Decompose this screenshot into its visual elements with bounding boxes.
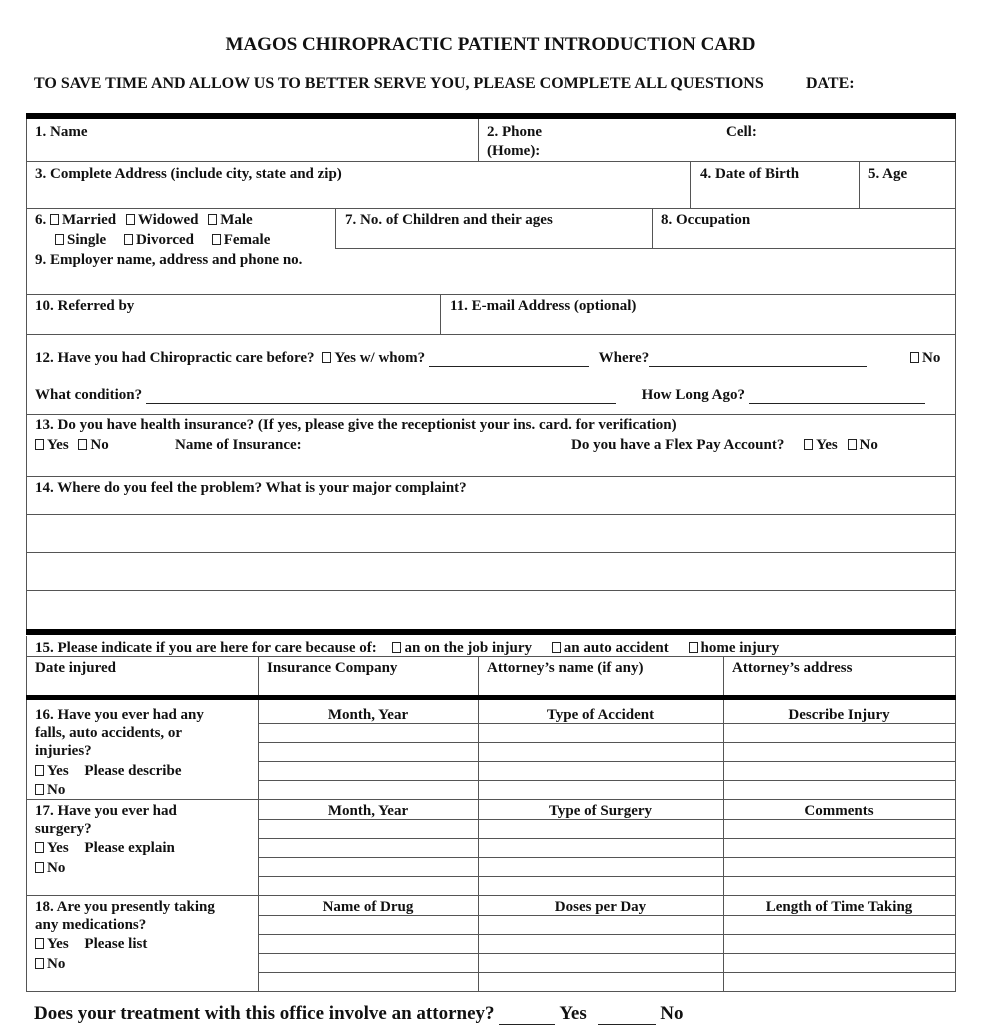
q16-describe-label: Please describe bbox=[84, 763, 182, 779]
divorced-checkbox[interactable] bbox=[124, 234, 133, 245]
employer-label: 9. Employer name, address and phone no. bbox=[35, 252, 303, 268]
q12-no-group bbox=[910, 349, 940, 367]
q16-yes-label: Yes bbox=[47, 763, 69, 779]
home-injury-checkbox[interactable] bbox=[689, 642, 698, 653]
q18-no-checkbox[interactable] bbox=[35, 958, 44, 969]
flex-no-label: No bbox=[859, 437, 878, 453]
divider bbox=[690, 161, 691, 208]
table-row-line bbox=[258, 953, 956, 954]
table-row-line bbox=[26, 895, 956, 896]
q12-question: 12. Have you had Chiropractic care before? bbox=[35, 350, 315, 366]
q16-col-month: Month, Year bbox=[327, 707, 409, 723]
complaint-line[interactable] bbox=[26, 590, 956, 591]
q18-col-drug: Name of Drug bbox=[322, 899, 414, 915]
auto-accident-label: an auto accident bbox=[563, 640, 669, 656]
q18-yes-group bbox=[35, 935, 147, 953]
phone-label: 2. Phone bbox=[487, 124, 543, 140]
male-label: Male bbox=[220, 212, 253, 228]
flex-pay-group bbox=[571, 436, 878, 454]
row-line bbox=[26, 294, 956, 295]
q17-col-month: Month, Year bbox=[327, 803, 409, 819]
form-right-border-2 bbox=[955, 636, 956, 992]
table-row-line bbox=[26, 799, 956, 800]
married-checkbox[interactable] bbox=[50, 214, 59, 225]
q16-no-checkbox[interactable] bbox=[35, 784, 44, 795]
table-col-divider bbox=[478, 700, 479, 992]
female-label: Female bbox=[223, 232, 271, 248]
q12-how-long-blank[interactable] bbox=[749, 389, 925, 404]
q12-yes-checkbox[interactable] bbox=[322, 352, 331, 363]
marital-status-group bbox=[35, 211, 253, 229]
attorney-no-label: No bbox=[660, 1003, 684, 1024]
q12-no-checkbox[interactable] bbox=[910, 352, 919, 363]
divider bbox=[440, 294, 441, 334]
q17-line-2: surgery? bbox=[35, 821, 92, 837]
age-label: 5. Age bbox=[868, 166, 908, 182]
flex-no-checkbox[interactable] bbox=[848, 439, 857, 450]
mid-thick-rule bbox=[26, 629, 956, 635]
attorney-name-label: Attorney’s name (if any) bbox=[487, 660, 644, 676]
children-label: 7. No. of Children and their ages bbox=[345, 212, 553, 228]
q17-yes-label: Yes bbox=[47, 840, 69, 856]
form-title: MAGOS CHIROPRACTIC PATIENT INTRODUCTION CARD bbox=[225, 34, 756, 55]
q12-how-long-label: How Long Ago? bbox=[641, 387, 745, 403]
q17-line-1: 17. Have you ever had bbox=[35, 803, 177, 819]
table-row-line bbox=[258, 972, 956, 973]
row-line bbox=[26, 208, 956, 209]
q16-line-1: 16. Have you ever had any bbox=[35, 707, 204, 723]
email-label: 11. E-mail Address (optional) bbox=[450, 298, 637, 314]
q15-line bbox=[35, 639, 779, 657]
table-col-divider bbox=[723, 700, 724, 992]
table-row-line bbox=[258, 723, 956, 724]
q17-col-comments: Comments bbox=[804, 803, 874, 819]
male-checkbox[interactable] bbox=[208, 214, 217, 225]
q12-condition-blank[interactable] bbox=[146, 389, 616, 404]
row-line bbox=[26, 656, 956, 657]
attorney-address-label: Attorney’s address bbox=[732, 660, 853, 676]
table-row-line bbox=[258, 915, 956, 916]
table-row-line bbox=[258, 819, 956, 820]
row-line bbox=[335, 248, 956, 249]
occupation-label: 8. Occupation bbox=[661, 212, 751, 228]
insurance-company-label: Insurance Company bbox=[267, 660, 398, 676]
q17-explain-label: Please explain bbox=[84, 840, 175, 856]
form-left-border-2 bbox=[26, 636, 27, 992]
q17-yes-group bbox=[35, 839, 175, 857]
q16-line-2: falls, auto accidents, or bbox=[35, 725, 183, 741]
divider bbox=[859, 161, 860, 208]
q16-yes-checkbox[interactable] bbox=[35, 765, 44, 776]
q13-yes-checkbox[interactable] bbox=[35, 439, 44, 450]
divider bbox=[723, 656, 724, 695]
attorney-no-blank[interactable] bbox=[598, 1007, 656, 1025]
q18-col-doses: Doses per Day bbox=[554, 899, 647, 915]
flex-yes-label: Yes bbox=[816, 437, 838, 453]
q12-yes-whom-label: Yes w/ whom? bbox=[334, 350, 426, 366]
dob-label: 4. Date of Birth bbox=[700, 166, 800, 182]
name-label: 1. Name bbox=[35, 124, 88, 140]
cell-label: Cell: bbox=[726, 124, 757, 140]
complaint-line[interactable] bbox=[26, 514, 956, 515]
q17-no-checkbox[interactable] bbox=[35, 862, 44, 873]
q15-question: 15. Please indicate if you are here for care because of: bbox=[35, 640, 377, 656]
section-thick-rule bbox=[26, 695, 956, 700]
q18-list-label: Please list bbox=[84, 936, 148, 952]
q16-yes-group bbox=[35, 762, 181, 780]
job-injury-checkbox[interactable] bbox=[392, 642, 401, 653]
table-row-line bbox=[258, 857, 956, 858]
q12-line-2 bbox=[35, 386, 925, 404]
home-injury-label: home injury bbox=[700, 640, 780, 656]
widowed-checkbox[interactable] bbox=[126, 214, 135, 225]
divorced-label: Divorced bbox=[135, 232, 194, 248]
q17-col-type: Type of Surgery bbox=[548, 803, 653, 819]
q16-col-type: Type of Accident bbox=[546, 707, 655, 723]
q12-line-1 bbox=[35, 349, 867, 367]
table-row-line bbox=[258, 742, 956, 743]
complaint-line[interactable] bbox=[26, 552, 956, 553]
q12-condition-label: What condition? bbox=[35, 387, 143, 403]
single-label: Single bbox=[67, 232, 107, 248]
flex-pay-label: Do you have a Flex Pay Account? bbox=[571, 437, 785, 453]
divider bbox=[652, 208, 653, 248]
table-row-line bbox=[258, 838, 956, 839]
q16-line-3: injuries? bbox=[35, 743, 92, 759]
q16-no-label: No bbox=[47, 782, 66, 798]
divider bbox=[258, 656, 259, 695]
form-instructions: TO SAVE TIME AND ALLOW US TO BETTER SERVE YOU, PLEASE COMPLETE ALL QUESTIONS bbox=[34, 75, 764, 92]
q12-where-label: Where? bbox=[598, 350, 650, 366]
q13-yes-label: Yes bbox=[47, 437, 69, 453]
marital-status-group-2 bbox=[55, 231, 270, 249]
attorney-yes-label: Yes bbox=[559, 1003, 587, 1024]
q18-col-length: Length of Time Taking bbox=[765, 899, 913, 915]
q18-yes-label: Yes bbox=[47, 936, 69, 952]
q17-yes-checkbox[interactable] bbox=[35, 842, 44, 853]
q17-no-label: No bbox=[47, 860, 66, 876]
row-line bbox=[26, 414, 956, 415]
row-line bbox=[26, 476, 956, 477]
date-injured-label: Date injured bbox=[35, 660, 116, 676]
female-checkbox[interactable] bbox=[212, 234, 221, 245]
table-row-line bbox=[258, 876, 956, 877]
q12-whom-blank[interactable] bbox=[429, 352, 589, 367]
q13-options bbox=[35, 436, 109, 454]
address-label: 3. Complete Address (include city, state and zip) bbox=[35, 166, 342, 182]
q12-where-blank[interactable] bbox=[649, 352, 867, 367]
row-line bbox=[26, 334, 956, 335]
row-line bbox=[26, 161, 956, 162]
divider bbox=[478, 656, 479, 695]
attorney-question-text: Does your treatment with this office involve an attorney? bbox=[34, 1003, 495, 1024]
attorney-question bbox=[34, 1003, 684, 1025]
q16-col-describe: Describe Injury bbox=[788, 707, 890, 723]
married-label: Married bbox=[62, 212, 117, 228]
top-thick-rule bbox=[26, 113, 956, 119]
widowed-label: Widowed bbox=[137, 212, 199, 228]
table-row-line bbox=[258, 761, 956, 762]
q18-yes-checkbox[interactable] bbox=[35, 938, 44, 949]
referred-by-label: 10. Referred by bbox=[35, 298, 135, 314]
q18-no-label: No bbox=[47, 956, 66, 972]
q6-number: 6. bbox=[35, 212, 47, 228]
q13-no-label: No bbox=[90, 437, 109, 453]
q17-no-group bbox=[35, 859, 65, 877]
q13-no-checkbox[interactable] bbox=[78, 439, 87, 450]
attorney-yes-blank[interactable] bbox=[499, 1007, 555, 1025]
insurance-name-label: Name of Insurance: bbox=[175, 437, 302, 453]
table-row-line bbox=[258, 780, 956, 781]
job-injury-label: an on the job injury bbox=[404, 640, 533, 656]
q18-line-2: any medications? bbox=[35, 917, 147, 933]
q12-no-label: No bbox=[922, 350, 941, 366]
q18-no-group bbox=[35, 955, 65, 973]
divider bbox=[478, 119, 479, 161]
divider bbox=[335, 208, 336, 248]
date-label: DATE: bbox=[806, 75, 855, 92]
q13-question: 13. Do you have health insurance? (If yes, please give the receptionist your ins. card. for verification) bbox=[35, 417, 677, 433]
q18-line-1: 18. Are you presently taking bbox=[35, 899, 215, 915]
table-bottom-line bbox=[26, 991, 956, 992]
flex-yes-checkbox[interactable] bbox=[804, 439, 813, 450]
q16-no-group bbox=[35, 781, 65, 799]
table-row-line bbox=[258, 934, 956, 935]
complaint-label: 14. Where do you feel the problem? What is your major complaint? bbox=[35, 480, 467, 496]
phone-home-label: (Home): bbox=[487, 143, 541, 159]
single-checkbox[interactable] bbox=[55, 234, 64, 245]
auto-accident-checkbox[interactable] bbox=[552, 642, 561, 653]
table-col-divider bbox=[258, 700, 259, 992]
